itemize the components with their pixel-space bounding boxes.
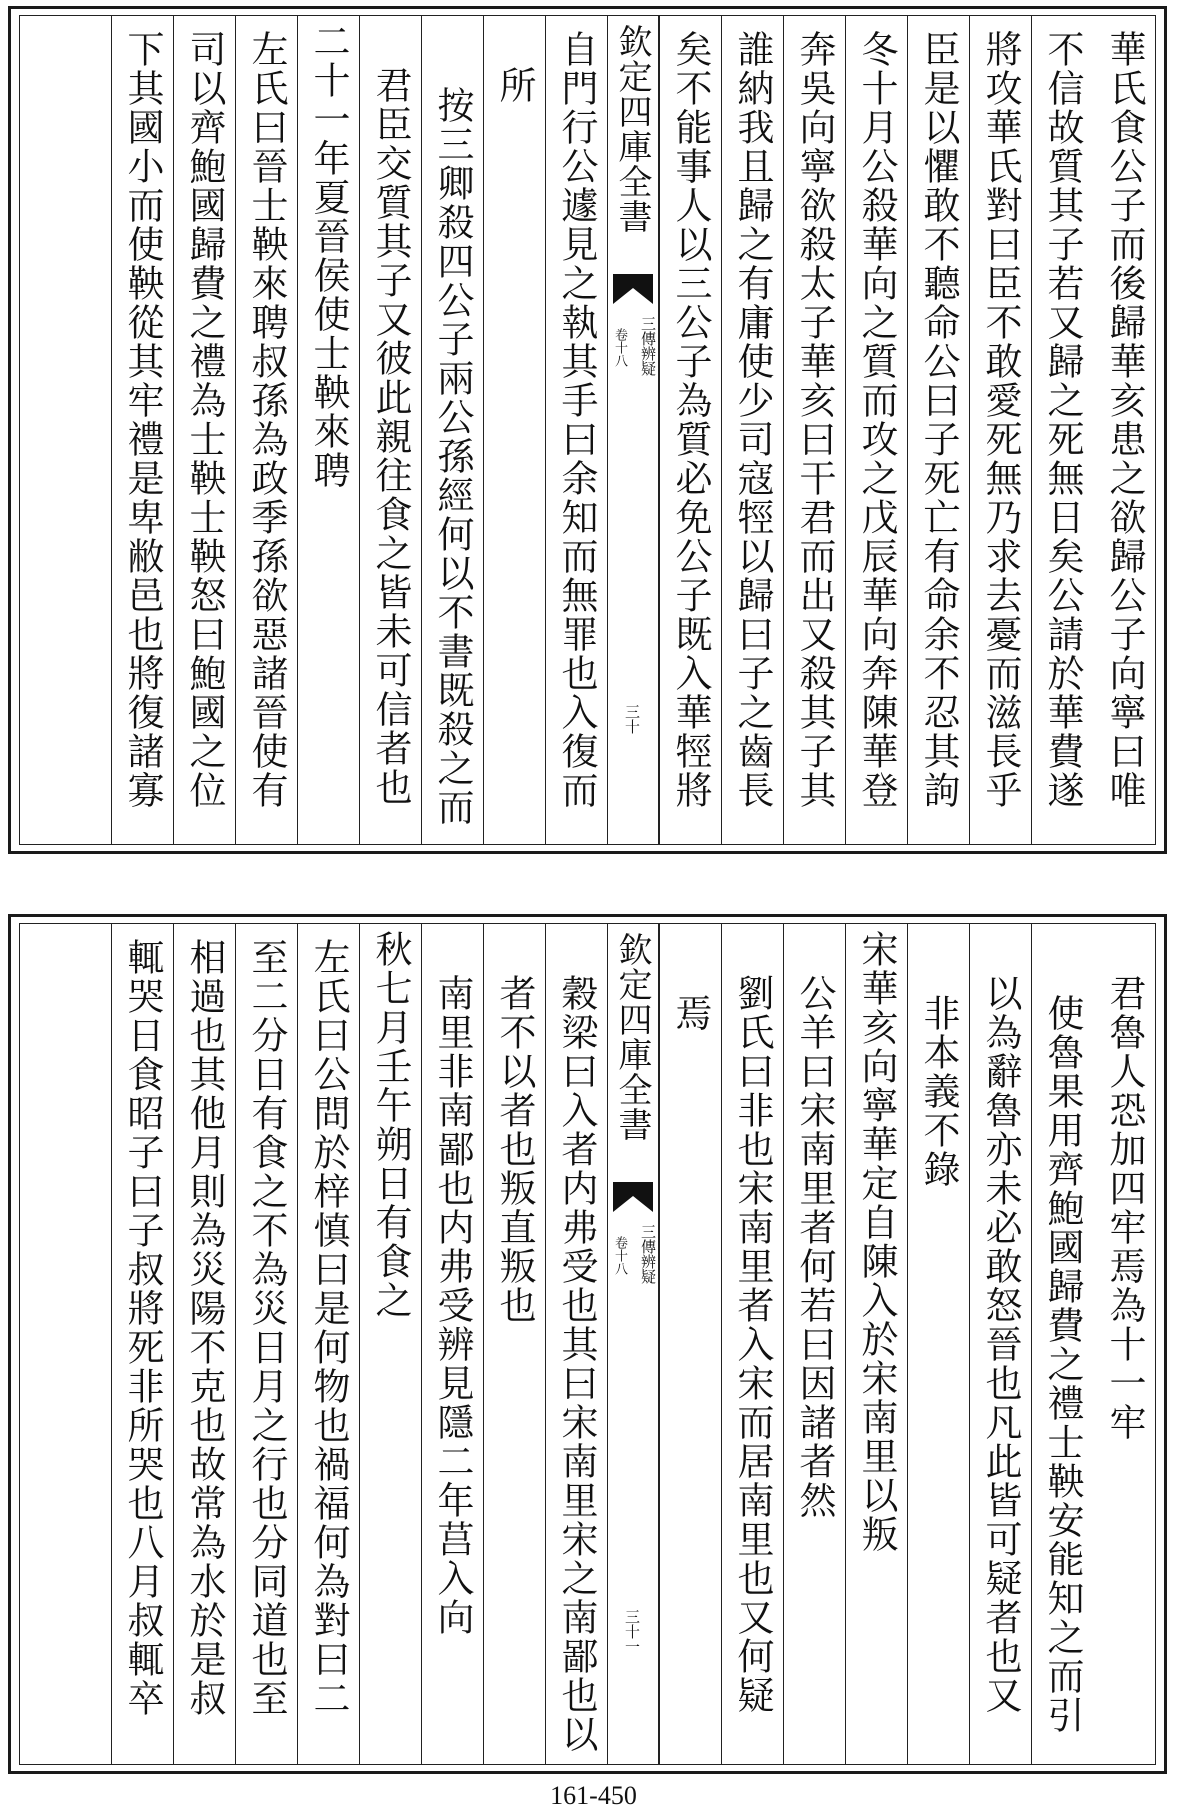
center-fold-strip bbox=[607, 924, 659, 1764]
text-column: 相過也其他月則為災陽不克也故常為水於是叔 bbox=[173, 924, 235, 1764]
text-column: 左氏曰晉士鞅來聘叔孫為政季孫欲惡諸晉使有 bbox=[235, 16, 297, 844]
text-column: 冬十月公殺華向之質而攻之戊辰華向奔陳華登 bbox=[845, 16, 907, 844]
text-column: 左氏曰公問於梓慎曰是何物也禍福何為對曰二 bbox=[297, 924, 359, 1764]
text-column: 者不以者也叛直叛也 bbox=[483, 924, 545, 1764]
text-column: 劉氏曰非也宋南里者入宋而居南里也又何疑 bbox=[721, 924, 783, 1764]
bottom-page-text-block bbox=[19, 923, 1156, 1765]
commentary-column: 使魯果用齊鮑國歸費之禮士鞅安能知之而引 bbox=[1031, 924, 1093, 1764]
page-number: 161-450 bbox=[550, 1781, 637, 1810]
top-page-frame bbox=[8, 6, 1167, 854]
text-column: 秋七月壬午朔日有食之 bbox=[359, 924, 421, 1764]
volume-label: 卷十八 bbox=[612, 328, 627, 367]
commentary-column: 按三卿殺四公子兩公孫經何以不書既殺之而 bbox=[421, 16, 483, 844]
commentary-column: 南里非南鄙也内弗受辨見隱二年莒入向 bbox=[421, 924, 483, 1764]
book-title: 欽定四庫全書 bbox=[612, 24, 652, 234]
folio-number: 三十一 bbox=[623, 1609, 641, 1654]
text-column: 輒哭日食昭子曰子叔將死非所哭也八月叔輒卒 bbox=[111, 924, 173, 1764]
text-column: 君魯人恐加四牢焉為十一牢 bbox=[1103, 974, 1146, 1442]
text-column: 穀梁曰入者内弗受也其曰宋南里宋之南鄙也以 bbox=[545, 924, 607, 1764]
text-column: 至二分日有食之不為災日月之行也分同道也至 bbox=[235, 924, 297, 1764]
text-column: 不信故質其子若又歸之死無日矣公請於華費遂 bbox=[1031, 16, 1093, 844]
text-column: 矣不能事人以三公子為質必免公子既入華牼將 bbox=[659, 16, 721, 844]
top-page-text-block bbox=[19, 15, 1156, 845]
commentary-column: 君臣交質其子又彼此親往食之皆未可信者也 bbox=[359, 16, 421, 844]
text-column: 華氏食公子而後歸華亥患之欲歸公子向寧曰唯 bbox=[1103, 30, 1146, 810]
text-column: 誰納我且歸之有庸使少司寇牼以歸曰子之齒長 bbox=[721, 16, 783, 844]
text-column: 公羊曰宋南里者何若曰因諸者然 bbox=[783, 924, 845, 1764]
commentary-column: 以為辭魯亦未必敢怒晉也凡此皆可疑者也又 bbox=[969, 924, 1031, 1764]
bottom-page-frame bbox=[8, 914, 1167, 1774]
text-column: 焉 bbox=[659, 924, 721, 1764]
text-column: 自門行公遽見之執其手曰余知而無罪也入復而 bbox=[545, 16, 607, 844]
text-column: 宋華亥向寧華定自陳入於宋南里以叛 bbox=[845, 924, 907, 1764]
commentary-column: 非本義不錄 bbox=[907, 924, 969, 1764]
folio-number: 三十 bbox=[623, 704, 641, 734]
text-column: 將攻華氏對曰臣不敢愛死無乃求去憂而滋長乎 bbox=[969, 16, 1031, 844]
text-column: 奔吳向寧欲殺太子華亥曰干君而出又殺其子其 bbox=[783, 16, 845, 844]
text-column: 下其國小而使鞅從其牢禮是卑敝邑也將復諸寡 bbox=[111, 16, 173, 844]
book-title: 欽定四庫全書 bbox=[612, 932, 652, 1142]
text-column: 二十一年夏晉侯使士鞅來聘 bbox=[297, 16, 359, 844]
fish-tail-mark-icon bbox=[613, 1182, 653, 1212]
section-title: 三傳辨疑 bbox=[639, 1224, 657, 1284]
center-fold-strip bbox=[607, 16, 659, 844]
text-column: 司以齊鮑國歸費之禮為士鞅士鞅怒曰鮑國之位 bbox=[173, 16, 235, 844]
text-column: 臣是以懼敢不聽命公曰子死亡有命余不忍其訽 bbox=[907, 16, 969, 844]
fish-tail-mark-icon bbox=[613, 274, 653, 304]
text-column: 所 bbox=[483, 16, 545, 844]
volume-label: 卷十八 bbox=[612, 1236, 627, 1275]
section-title: 三傳辨疑 bbox=[639, 316, 657, 376]
